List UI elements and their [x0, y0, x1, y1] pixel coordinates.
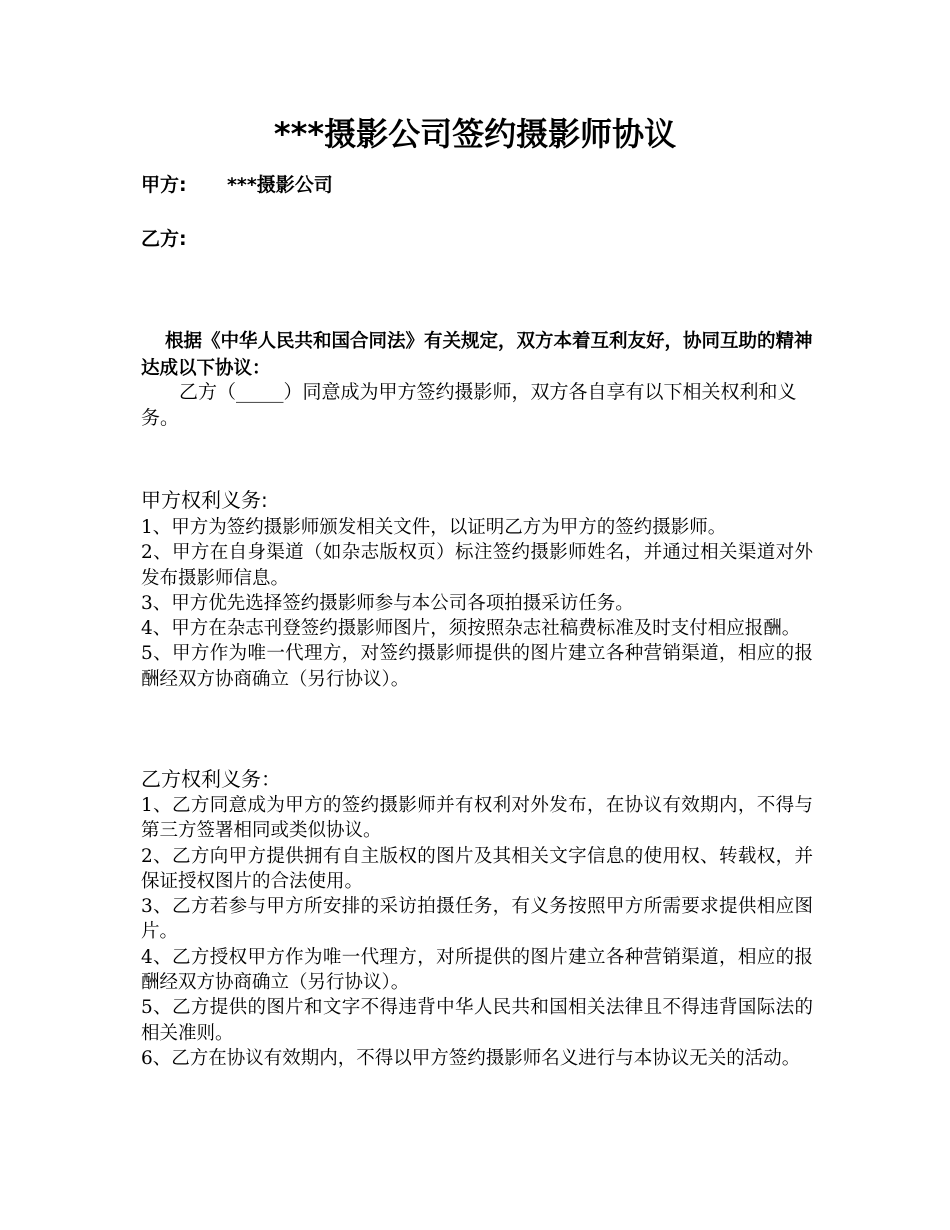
- agreement-statement: 乙方（_____）同意成为甲方签约摄影师，双方各自享有以下相关权利和义务。: [141, 381, 797, 429]
- section-a-heading: 甲方权利义务:: [141, 488, 268, 512]
- section-b-clause: 1、乙方同意成为甲方的签约摄影师并有权利对外发布，在协议有效期内，不得与第三方签署相同或类似协议。: [141, 795, 813, 842]
- section-b-clause: 6、乙方在协议有效期内，不得以甲方签约摄影师名义进行与本协议无关的活动。: [141, 1047, 801, 1069]
- party-a-label: 甲方:: [141, 174, 187, 196]
- section-a-clause: 4、甲方在杂志刊登签约摄影师图片，须按照杂志社稿费标准及时支付相应报酬。: [141, 618, 801, 640]
- party-b-label: 乙方:: [141, 228, 187, 250]
- section-a-clause: 3、甲方优先选择签约摄影师参与本公司各项拍摄采访任务。: [141, 592, 634, 614]
- section-a-clause: 2、甲方在自身渠道（如杂志版权页）标注签约摄影师姓名，并通过相关渠道对外发布摄影师信息。: [141, 542, 813, 589]
- section-a-clause: 1、甲方为签约摄影师颁发相关文件，以证明乙方为甲方的签约摄影师。: [141, 517, 727, 538]
- party-a-row: [141, 172, 333, 198]
- section-b-heading: 乙方权利义务：: [141, 767, 281, 791]
- section-b-clause: 4、乙方授权甲方作为唯一代理方，对所提供的图片建立各种营销渠道，相应的报酬经双方协商确立（另行协议）。: [141, 946, 813, 994]
- section-a-clause: 5、甲方作为唯一代理方，对签约摄影师提供的图片建立各种营销渠道，相应的报酬经双方协商确立（另行协议）。: [141, 643, 813, 690]
- section-b-clause: 3、乙方若参与甲方所安排的采访拍摄任务，有义务按照甲方所需要求提供相应图片。: [141, 896, 813, 943]
- party-a-name: ***摄影公司: [227, 174, 333, 196]
- party-b-row: [141, 226, 227, 252]
- section-a-clauses: [141, 515, 813, 692]
- section-b-clause: 5、乙方提供的图片和文字不得违背中华人民共和国相关法律且不得违背国际法的相关准则。: [141, 997, 813, 1044]
- intro-paragraph: 根据《中华人民共和国合同法》有关规定，双方本着互利友好，协同互助的精神达成以下协议：: [141, 331, 813, 379]
- section-b-clauses: [141, 793, 813, 1071]
- section-b-clause: 2、乙方向甲方提供拥有自主版权的图片及其相关文字信息的使用权、转载权，并保证授权图片的合法使用。: [141, 845, 813, 892]
- document-title: ***摄影公司签约摄影师协议: [273, 115, 677, 153]
